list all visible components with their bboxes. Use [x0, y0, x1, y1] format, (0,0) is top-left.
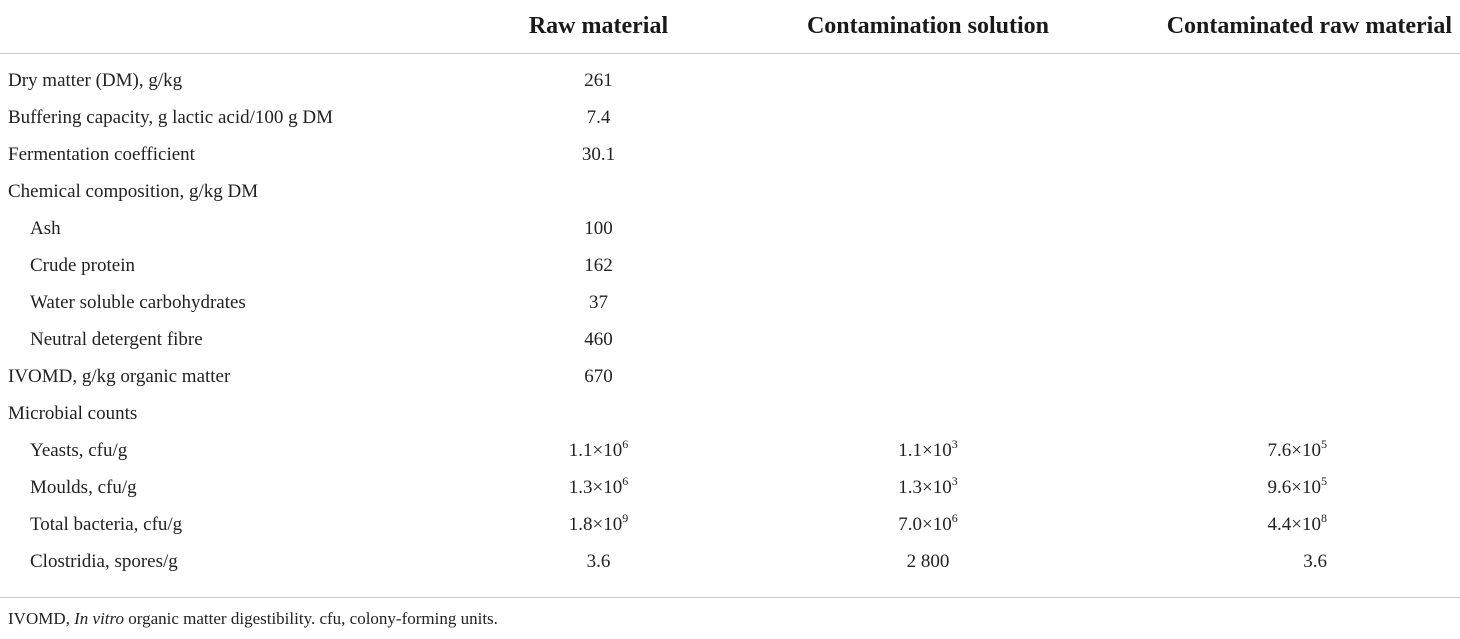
table-row: [0, 469, 1460, 506]
row-label: Total bacteria, cfu/g: [30, 513, 183, 535]
raw-material-value: 30.1: [581, 143, 616, 165]
section-label: Microbial counts: [8, 402, 138, 424]
contaminated-raw-material-value: [1127, 321, 1460, 358]
header-contamination-solution: Contamination solution: [729, 0, 1127, 54]
raw-material-value: 37: [589, 291, 608, 313]
contaminated-raw-material-value: [1127, 210, 1460, 247]
contaminated-raw-material-value: [1127, 247, 1460, 284]
footnote-italic: In vitro: [74, 609, 124, 628]
contaminated-raw-material-value: [1127, 54, 1460, 100]
raw-material-value: 460: [584, 328, 613, 350]
row-label: Yeasts, cfu/g: [30, 439, 128, 461]
footnote-suffix: organic matter digestibility. cfu, colony-forming units.: [124, 609, 498, 628]
row-label: Buffering capacity, g lactic acid/100 g DM: [8, 106, 334, 128]
raw-material-value: 100: [584, 217, 613, 239]
table-footnote: [8, 609, 498, 629]
header-row: [0, 0, 1460, 54]
contamination-solution-value: $7.0\times 10^6$: [898, 510, 958, 535]
table-row: [0, 358, 1460, 395]
table-row: [0, 136, 1460, 173]
contaminated-raw-material-value: [1127, 358, 1460, 395]
contamination-solution-value: [729, 136, 1127, 173]
raw-material-value: 3.6: [586, 550, 611, 572]
table-row: [0, 54, 1460, 100]
raw-material-value: $1.3\times 10^6$: [568, 473, 629, 498]
header-empty-cell: [0, 0, 468, 54]
contamination-solution-value: [729, 284, 1127, 321]
row-label: Ash: [30, 217, 61, 239]
table-row: [0, 284, 1460, 321]
header-raw-material: Raw material: [468, 0, 729, 54]
contaminated-raw-material-value: $4.4\times 10^8$: [1267, 510, 1327, 535]
row-label: IVOMD, g/kg organic matter: [8, 365, 231, 387]
contamination-solution-value: [729, 358, 1127, 395]
contamination-solution-value: $1.3\times 10^3$: [898, 473, 958, 498]
footnote-prefix: IVOMD,: [8, 609, 75, 628]
table-row: [0, 321, 1460, 358]
row-label: Water soluble carbohydrates: [30, 291, 246, 313]
contaminated-raw-material-value: [1127, 99, 1460, 136]
contaminated-raw-material-value: $9.6\times 10^5$: [1267, 473, 1327, 498]
row-label: Fermentation coefficient: [8, 143, 195, 165]
table-row: [0, 210, 1460, 247]
contamination-solution-value: $1.1\times 10^3$: [898, 436, 958, 461]
table-row: [0, 506, 1460, 543]
table-row: [0, 543, 1460, 588]
row-label: Neutral detergent fibre: [30, 328, 203, 350]
table-bottom-divider: [0, 597, 1460, 598]
section-label: Chemical composition, g/kg DM: [8, 180, 259, 202]
raw-material-value: 7.4: [586, 106, 611, 128]
contamination-solution-value: [729, 247, 1127, 284]
row-label: Dry matter (DM), g/kg: [8, 69, 183, 91]
contamination-solution-value: [729, 395, 1127, 432]
raw-material-value: $1.1\times 10^6$: [568, 436, 629, 461]
contamination-solution-value: [729, 321, 1127, 358]
row-label: Moulds, cfu/g: [30, 476, 137, 498]
contamination-solution-value: [729, 173, 1127, 210]
raw-material-value: $1.8\times 10^9$: [568, 510, 629, 535]
contaminated-raw-material-value: $7.6\times 10^5$: [1267, 436, 1327, 461]
contamination-solution-value: [729, 54, 1127, 100]
contaminated-raw-material-value: [1127, 284, 1460, 321]
table-header: [0, 0, 1460, 54]
table-row: [0, 432, 1460, 469]
contaminated-raw-material-value: [1127, 173, 1460, 210]
table-row-section: [0, 173, 1460, 210]
contamination-solution-value: [729, 210, 1127, 247]
table-row: [0, 99, 1460, 136]
raw-material-value: [468, 173, 729, 210]
contaminated-raw-material-value: [1127, 136, 1460, 173]
contaminated-raw-material-value: [1127, 395, 1460, 432]
table-row: [0, 247, 1460, 284]
table-row-section: [0, 395, 1460, 432]
contaminated-raw-material-value: 3.6: [1303, 550, 1327, 572]
raw-material-value: [468, 395, 729, 432]
raw-material-value: 162: [584, 254, 613, 276]
row-label: Clostridia, spores/g: [30, 550, 178, 572]
contamination-solution-value: 2 800: [906, 550, 950, 572]
contamination-solution-value: [729, 99, 1127, 136]
raw-material-value: 261: [584, 69, 613, 91]
table-body: [0, 54, 1460, 589]
row-label: Crude protein: [30, 254, 136, 276]
header-contaminated-raw-material: Contaminated raw material: [1127, 0, 1460, 54]
raw-material-value: 670: [584, 365, 613, 387]
